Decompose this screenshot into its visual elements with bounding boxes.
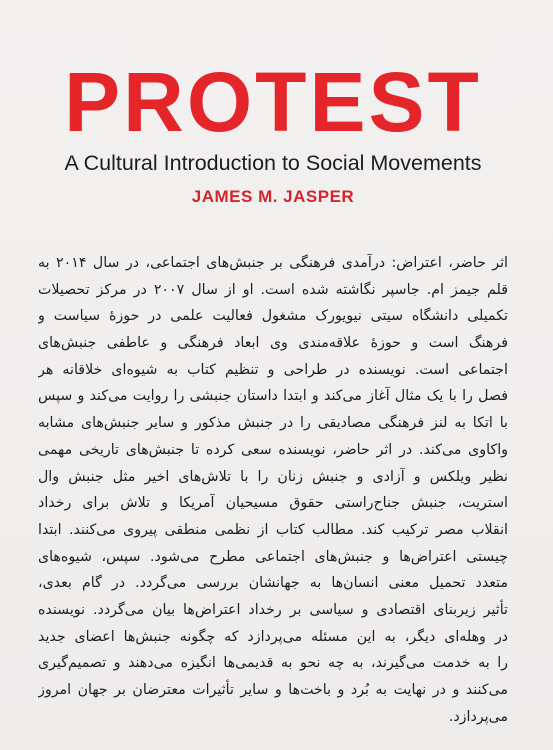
blurb-line: نظیر ویلکس و آزادی و جنبش زنان را با تلاش‌های اخیر مثل جنبش وال (38, 468, 508, 485)
blurb-line: اثر حاضر، اعتراض: درآمدی فرهنگی بر جنبش‌های اجتماعی، در سال ۲۰۱۴ به (38, 255, 508, 271)
blurb-line: با اتکا به لنز فرهنگی مصادیقی را در جنبش مذکور و سایر جنبش‌های مشابه (38, 415, 508, 432)
blurb-line: فصل را با یک مثال آغاز می‌کند و ابتدا داستان جنبشی را روایت می‌کند و سپس (38, 388, 508, 405)
blurb-line: استریت، جنبش جناح‌راستی حقوق مسیحیان آمریکا و تلاش برای رخداد (38, 495, 508, 512)
book-subtitle: A Cultural Introduction to Social Movements (64, 151, 482, 175)
blurb-line: چیستی اعتراض‌ها و جنبش‌های اجتماعی مطرح می‌شود. سپس، شیوه‌های (38, 548, 508, 565)
blurb-line: واکاوی می‌کند. در اثر حاضر، نویسنده سعی کرده تا جنبش‌های تاریخی مهمی (38, 441, 508, 458)
blurb-text (38, 250, 508, 730)
blurb-line: فرهنگ است و حوزهٔ علاقه‌مندی وی ابعاد فرهنگی و عاطفی جنبش‌های (38, 335, 508, 352)
book-author: JAMES M. JASPER (191, 187, 355, 206)
blurb-line: قلم جیمز ام. جاسپر نگاشته شده است. او از سال ۲۰۰۷ در مرکز تحصیلات (38, 281, 508, 298)
blurb-line: انقلاب مصر ترکیب کند. مطالب کتاب از نظمی منطقی پیروی می‌کنند. ابتدا (38, 521, 508, 538)
blurb-line: می‌کنند و در نهایت به بُرد و باخت‌ها و سایر تأثیرات معترضان بر جهان امروز (38, 682, 508, 698)
book-title: PROTEST (64, 55, 482, 149)
blurb-line: تکمیلی دانشگاه سیتی نیویورک مشغول فعالیت علمی در حوزهٔ سیاست و (38, 308, 508, 325)
blurb-line: در وهله‌ای دیگر، به این مسئله می‌پردازد که چگونه جنبش‌ها اعضای جدید (38, 628, 508, 645)
blurb-line: اجتماعی است. نویسنده در طراحی و تنظیم کتاب به شیوه‌ای خلاقانه هر (38, 361, 508, 378)
blurb-line-last: می‌پردازد. (448, 708, 508, 725)
blurb-line: تأثیر زیربنای اقتصادی و سیاسی بر رخداد اعتراض‌ها بیان می‌گردد. نویسنده (38, 601, 508, 618)
blurb-line: را به خدمت می‌گیرند، به چه نحو به قدیمی‌ها انگیزه می‌دهند و تصمیم‌گیری (38, 655, 508, 672)
blurb-line: متعدد تحمیل معنی انسان‌ها به جهانشان بررسی می‌گردد. در گام بعدی، (38, 575, 508, 592)
